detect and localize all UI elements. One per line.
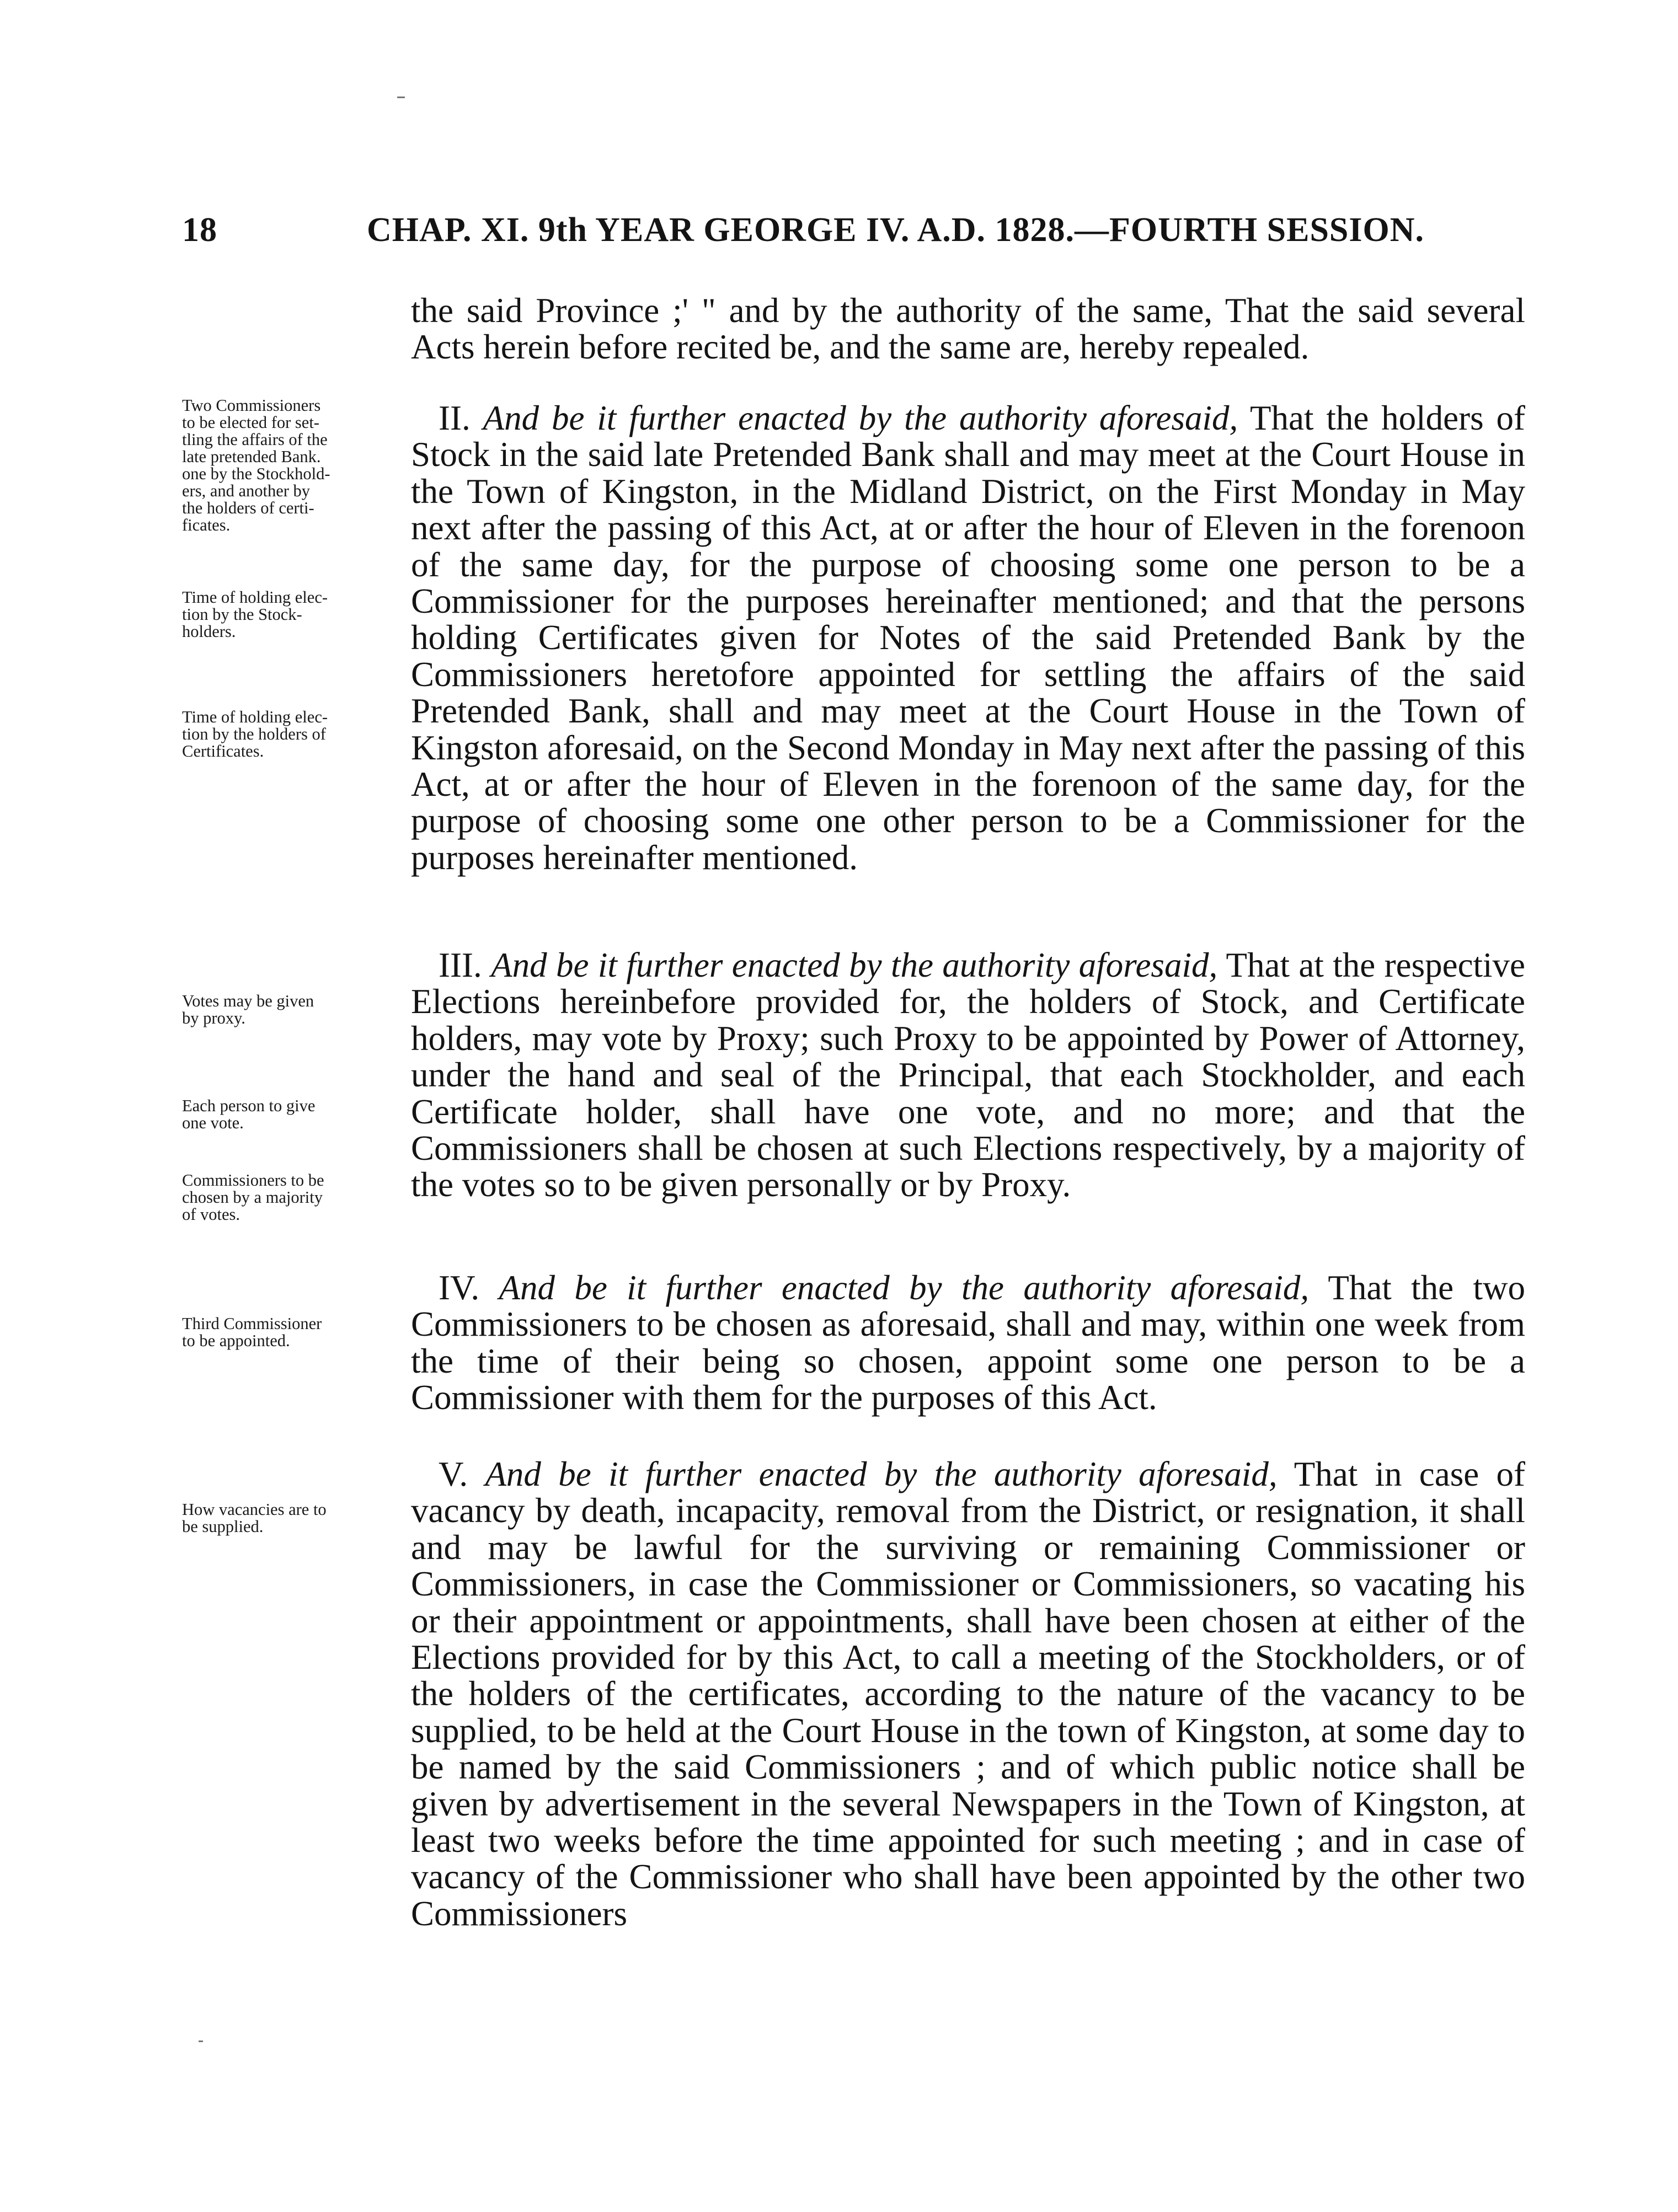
- margin-note-line: Commissioners to be: [182, 1171, 324, 1190]
- margin-note-third-commissioner: [182, 1315, 405, 1349]
- margin-note-line: chosen by a majority: [182, 1188, 323, 1207]
- margin-note-line: late pretended Bank.: [182, 447, 321, 466]
- section-text: That at the respective Elections hereinbefore provided for, the holders of Stock, and Certificate holders, may vote by Proxy; such Proxy to be appointed by Power of Attorney, under the hand and seal of the Principal, that each Stockholder, and each Certificate holder, shall have one vote, and no more; and that the Commissioners shall be chosen at such Elections respectively, by a majority of the votes so to be given personally or by Proxy.: [411, 946, 1526, 1204]
- margin-note-line: to be elected for set-: [182, 413, 319, 432]
- print-speck-top: [397, 97, 405, 98]
- margin-note-line: by proxy.: [182, 1009, 245, 1027]
- margin-note-election-certificate-holders: [182, 709, 405, 760]
- margin-note-line: How vacancies are to: [182, 1500, 327, 1519]
- margin-note-line: ficates.: [182, 516, 231, 534]
- margin-note-line: tion by the holders of: [182, 725, 326, 743]
- section-number: III.: [439, 946, 482, 984]
- margin-note-line: to be appointed.: [182, 1331, 290, 1350]
- section-text: That in case of vacancy by death, incapacity, removal from the District, or resignation, it shall and may be lawful for the surviving or remaining Commissioner or Commissioners, in case the Commissioner or Commissioners, so vacating his or their appointment or appointments, shall have been chosen at either of the Elections provided for by this Act, to call a meeting of the Stockholders, or of the holders of the certificates, according to the nature of the vacancy to be supplied, to be held at the Court House in the town of Kingston, at some day to be named by the said Commissioners ; and of which public notice shall be given by advertisement in the several Newspapers in the Town of Kingston, at least two weeks before the time appointed for such meeting ; and in case of vacancy of the Commissioner who shall have been appointed by the other two Commissioners: [411, 1455, 1525, 1933]
- margin-note-line: Two Commissioners: [182, 396, 321, 415]
- margin-note-line: Votes may be given: [182, 992, 314, 1010]
- margin-note-election-stockholders: [182, 589, 405, 640]
- paragraph-continuation: [411, 292, 1525, 366]
- section-text: That the holders of Stock in the said late Pretended Bank shall and may meet at the Court House in the Town of Kingston, in the Midland District, on the First Monday in May next after the passing of this Act, at or after the hour of Eleven in the forenoon of the same day, for the purpose of choosing some one person to be a Commissioner for the purposes hereinafter mentioned; and that the persons holding Certificates given for Notes of the said Pretended Bank by the Commissioners heretofore appointed for settling the affairs of the said Pretended Bank, shall and may meet at the Court House in the Town of Kingston aforesaid, on the Second Monday in May next after the passing of this Act, at or after the hour of Eleven in the forenoon of the same day, for the purpose of choosing some one other person to be a Commissioner for the purposes hereinafter mentioned.: [411, 399, 1525, 877]
- enacting-clause: And be it further enacted by the authority aforesaid,: [483, 399, 1238, 437]
- margin-note-line: one by the Stockhold-: [182, 464, 330, 483]
- running-head: CHAP. XI. 9th YEAR GEORGE IV. A.D. 1828.—FOURTH SESSION.: [367, 211, 1425, 249]
- margin-note-one-vote: [182, 1097, 405, 1132]
- print-speck-bottom: [199, 2040, 203, 2042]
- enacting-clause: And be it further enacted by the authority aforesaid,: [499, 1268, 1310, 1307]
- margin-note-line: Third Commissioner: [182, 1314, 322, 1333]
- margin-note-line: the holders of certi-: [182, 499, 314, 517]
- margin-note-line: of votes.: [182, 1205, 241, 1224]
- section-text: That the two Commissioners to be chosen as aforesaid, shall and may, within one week from the time of their being so chosen, appoint some one person to be a Commissioner with them for the purposes of this Act.: [411, 1268, 1525, 1417]
- margin-note-line: be supplied.: [182, 1517, 264, 1536]
- section-number: II.: [439, 399, 471, 437]
- margin-note-vacancies: [182, 1501, 405, 1535]
- section-number: IV.: [439, 1268, 480, 1307]
- enacting-clause: And be it further enacted by the authority aforesaid,: [491, 946, 1218, 984]
- section-iv: [411, 1270, 1525, 1416]
- section-ii: [411, 400, 1525, 876]
- section-iii: [411, 947, 1525, 1203]
- margin-note-votes-proxy: [182, 993, 405, 1027]
- margin-note-commissioners-elected: [182, 397, 405, 534]
- margin-note-line: Each person to give: [182, 1096, 316, 1115]
- page-number: 18: [182, 211, 217, 249]
- margin-note-line: one vote.: [182, 1113, 244, 1132]
- margin-note-line: tling the affairs of the: [182, 430, 328, 449]
- margin-note-line: ers, and another by: [182, 481, 311, 500]
- margin-note-line: Time of holding elec-: [182, 708, 328, 726]
- enacting-clause: And be it further enacted by the authority aforesaid,: [485, 1455, 1278, 1493]
- section-v: [411, 1456, 1525, 1932]
- margin-note-majority-votes: [182, 1172, 405, 1223]
- margin-note-line: Certificates.: [182, 742, 264, 760]
- page-header: [182, 211, 1528, 271]
- section-number: V.: [439, 1455, 468, 1493]
- paragraph-text: the said Province ;' " and by the authority of the same, That the said several Acts herein before recited be, and the same are, hereby repealed.: [411, 291, 1525, 367]
- margin-note-line: tion by the Stock-: [182, 605, 302, 624]
- margin-note-line: Time of holding elec-: [182, 588, 328, 607]
- margin-note-line: holders.: [182, 622, 236, 641]
